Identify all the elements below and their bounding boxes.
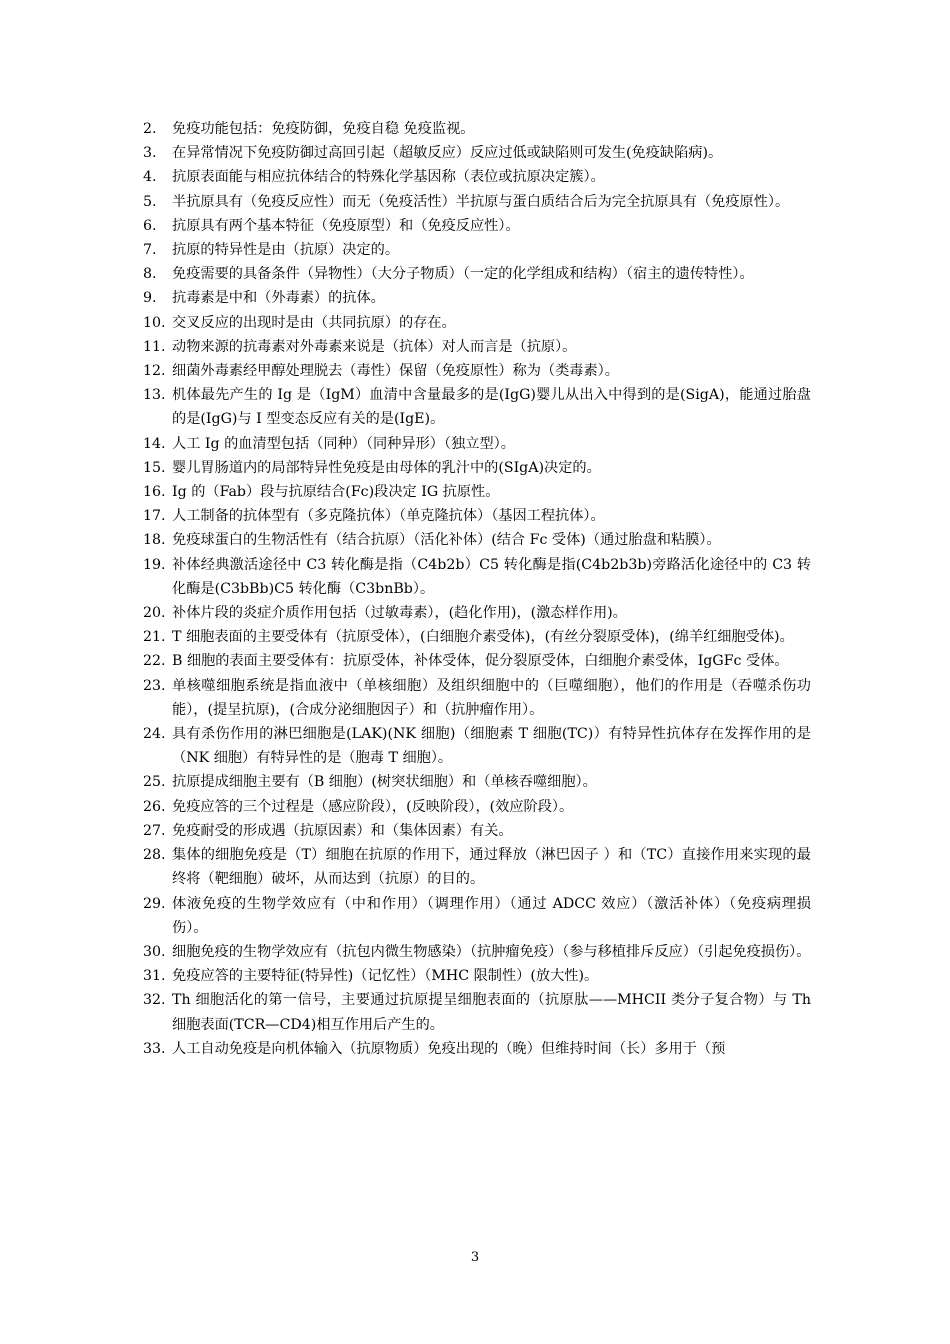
list-item — [143, 335, 811, 359]
item-number: 18. — [143, 532, 166, 549]
list-item — [143, 432, 811, 456]
item-text: 免疫应答的主要特征(特异性)（记忆性）（MHC 限制性）(放大性)。 — [172, 968, 599, 985]
item-number: 2. — [143, 121, 157, 137]
list-item — [143, 722, 811, 770]
item-text: 细菌外毒素经甲醇处理脱去（毒性）保留（免疫原性）称为（类毒素）。 — [172, 363, 619, 380]
item-number: 27. — [143, 822, 166, 839]
list-item — [143, 843, 811, 891]
item-text: 免疫耐受的形成遇（抗原因素）和（集体因素）有关。 — [172, 822, 513, 839]
list-item — [143, 553, 811, 601]
item-text: 在异常情况下免疫防御过高回引起（超敏反应）反应过低或缺陷则可发生(免疫缺陷病)。 — [172, 145, 723, 162]
item-number: 17. — [143, 508, 166, 525]
item-number: 13. — [143, 387, 166, 404]
item-number: 6. — [143, 217, 157, 234]
list-item — [143, 383, 811, 431]
item-number: 22. — [143, 653, 166, 670]
item-number: 11. — [143, 338, 166, 355]
item-text: 半抗原具有（免疫反应性）而无（免疫活性）半抗原与蛋白质结合后为完全抗原具有（免疫原性）。 — [172, 193, 790, 210]
item-text: Ig 的（Fab）段与抗原结合(Fc)段决定 IG 抗原性。 — [172, 484, 500, 501]
item-text: B 细胞的表面主要受体有：抗原受体，补体受体，促分裂原受体，白细胞介素受体，IgGFc 受体。 — [172, 653, 789, 670]
item-number: 14. — [143, 435, 166, 452]
item-text: 细胞免疫的生物学效应有（抗包内微生物感染）（抗肿瘤免疫）（参与移植排斥反应）（引起免疫损伤）。 — [172, 943, 811, 960]
item-number: 33. — [143, 1040, 166, 1057]
question-list — [143, 117, 811, 1061]
item-number: 15. — [143, 459, 166, 476]
list-item — [143, 311, 811, 335]
list-item — [143, 770, 811, 794]
item-number: 5. — [143, 193, 157, 210]
item-text: 体液免疫的生物学效应有（中和作用）（调理作用）（通过 ADCC 效应）（激活补体）（免疫病理损伤）。 — [172, 895, 811, 936]
item-text: 交叉反应的出现时是由（共同抗原）的存在。 — [172, 314, 456, 331]
list-item — [143, 625, 811, 649]
item-text: 机体最先产生的 Ig 是（IgM）血清中含量最多的是(IgG)婴儿从出入中得到的是(SigA)，能通过胎盘的是(IgG)与 I 型变态反应有关的是(IgE)。 — [172, 387, 811, 428]
list-item — [143, 504, 811, 528]
list-item — [143, 649, 811, 673]
item-text: 人工 Ig 的血清型包括（同种）（同种异形）（独立型）。 — [172, 435, 515, 452]
list-item — [143, 190, 811, 214]
item-text: 抗原具有两个基本特征（免疫原型）和（免疫反应性）。 — [172, 217, 520, 234]
list-item — [143, 1037, 811, 1061]
item-number: 25. — [143, 774, 166, 791]
list-item — [143, 262, 811, 286]
list-item — [143, 964, 811, 988]
item-number: 32. — [143, 992, 166, 1009]
item-number: 7. — [143, 242, 157, 259]
list-item — [143, 674, 811, 722]
item-number: 24. — [143, 726, 166, 743]
list-item — [143, 456, 811, 480]
item-text: 抗原提成细胞主要有（B 细胞）(树突状细胞）和（单核吞噬细胞）。 — [172, 774, 597, 791]
list-item — [143, 892, 811, 940]
item-text: 抗原表面能与相应抗体结合的特殊化学基因称（表位或抗原决定簇）。 — [172, 169, 605, 186]
list-item — [143, 286, 811, 310]
page-number: 3 — [470, 1250, 480, 1265]
item-text: 单核噬细胞系统是指血液中（单核细胞）及组织细胞中的（巨噬细胞），他们的作用是（吞噬杀伤功能），(提呈抗原)，(合成分泌细胞因子）和（抗肿瘤作用）。 — [172, 677, 811, 718]
item-text: 动物来源的抗毒素对外毒素来说是（抗体）对人而言是（抗原）。 — [172, 338, 577, 355]
list-item — [143, 165, 811, 189]
item-number: 20. — [143, 605, 166, 622]
item-text: 免疫球蛋白的生物活性有（结合抗原）（活化补体）(结合 Fc 受体)（通过胎盘和粘膜）。 — [172, 532, 721, 549]
list-item — [143, 988, 811, 1036]
item-number: 31. — [143, 968, 166, 985]
item-text: 抗毒素是中和（外毒素）的抗体。 — [172, 290, 385, 307]
item-text: 免疫功能包括：免疫防御，免疫自稳 免疫监视。 — [172, 121, 475, 137]
item-text: Th 细胞活化的第一信号，主要通过抗原提呈细胞表面的（抗原肽——MHCII 类分子复合物）与 Th 细胞表面(TCR—CD4)相互作用后产生的。 — [172, 992, 811, 1033]
list-item — [143, 141, 811, 165]
item-number: 28. — [143, 847, 166, 864]
item-text: 抗原的特异性是由（抗原）决定的。 — [172, 242, 400, 259]
item-text: T 细胞表面的主要受体有（抗原受体），(白细胞介素受体)，(有丝分裂原受体)，(绵羊红细胞受体)。 — [172, 629, 794, 646]
item-text: 免疫需要的具备条件（异物性）（大分子物质）（一定的化学组成和结构）（宿主的遗传特性）。 — [172, 266, 754, 283]
item-number: 29. — [143, 895, 166, 912]
item-text: 集体的细胞免疫是（T）细胞在抗原的作用下，通过释放（淋巴因子 ）和（TC）直接作用来实现的最终将（靶细胞）破坏，从而达到（抗原）的目的。 — [172, 847, 811, 888]
item-text: 补体片段的炎症介质作用包括（过敏毒素），(趋化作用)，(激态样作用)。 — [172, 605, 627, 622]
item-number: 26. — [143, 798, 166, 815]
list-item — [143, 528, 811, 552]
list-item — [143, 601, 811, 625]
item-number: 9. — [143, 290, 157, 307]
list-item — [143, 359, 811, 383]
item-text: 人工制备的抗体型有（多克隆抗体）（单克隆抗体）（基因工程抗体）。 — [172, 508, 605, 525]
list-item — [143, 940, 811, 964]
list-item — [143, 795, 811, 819]
item-number: 8. — [143, 266, 157, 283]
item-text: 具有杀伤作用的淋巴细胞是(LAK)(NK 细胞)（细胞素 T 细胞(TC)）有特异性抗体存在发挥作用的是 （NK 细胞）有特异性的是（胞毒 T 细胞）。 — [172, 726, 811, 767]
list-item — [143, 214, 811, 238]
item-text: 婴儿胃肠道内的局部特异性免疫是由母体的乳汁中的(SIgA)决定的。 — [172, 459, 601, 476]
item-number: 19. — [143, 556, 166, 573]
item-number: 3. — [143, 145, 157, 162]
item-text: 免疫应答的三个过程是（感应阶段），(反映阶段），(效应阶段）。 — [172, 798, 574, 815]
list-item — [143, 117, 811, 141]
item-number: 23. — [143, 677, 166, 694]
item-number: 16. — [143, 484, 166, 501]
list-item — [143, 238, 811, 262]
item-number: 21. — [143, 629, 166, 646]
list-item — [143, 819, 811, 843]
item-text: 补体经典激活途径中 C3 转化酶是指（C4b2b）C5 转化酶是指(C4b2b3b)旁路活化途径中的 C3 转化酶是(C3bBb)C5 转化酶（C3bnBb）。 — [172, 556, 811, 597]
item-number: 12. — [143, 363, 166, 380]
item-number: 10. — [143, 314, 166, 331]
item-text: 人工自动免疫是向机体输入（抗原物质）免疫出现的（晚）但维持时间（长）多用于（预 — [172, 1040, 726, 1057]
list-item — [143, 480, 811, 504]
item-number: 30. — [143, 943, 166, 960]
item-number: 4. — [143, 169, 157, 186]
